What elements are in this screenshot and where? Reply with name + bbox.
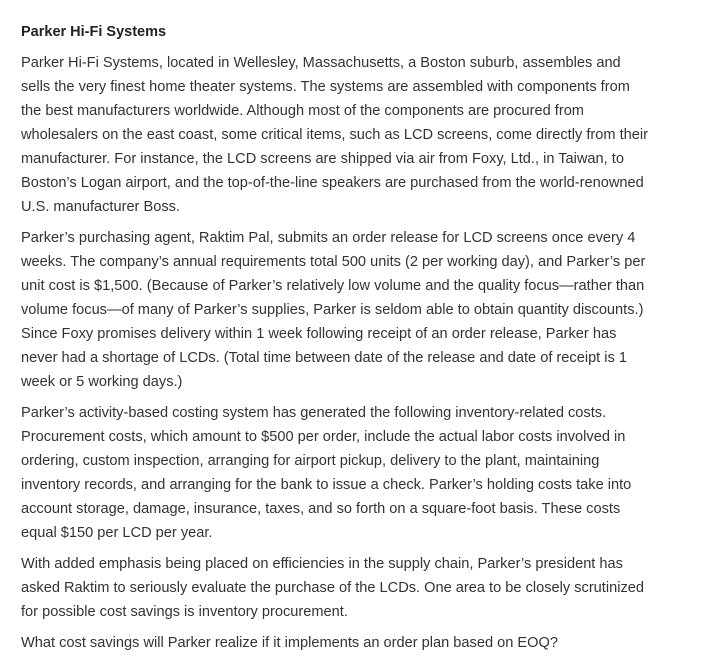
question-line: What cost savings will Parker realize if it implements an order plan based on EOQ? xyxy=(21,635,558,651)
text-line: weeks. The company’s annual requirements total 500 units (2 per working day), and Parker’s per xyxy=(21,254,646,270)
document-title: Parker Hi-Fi Systems xyxy=(21,24,167,40)
text-line: week or 5 working days.) xyxy=(21,374,183,390)
text-line: Procurement costs, which amount to $500 per order, include the actual labor costs involved in xyxy=(21,429,626,445)
paragraph-emphasis xyxy=(21,552,693,624)
text-line: unit cost is $1,500. (Because of Parker’s relatively low volume and the quality focus—rather than xyxy=(21,278,645,294)
text-line: wholesalers on the east coast, some critical items, such as LCD screens, come directly from their xyxy=(21,127,648,143)
text-line: Since Foxy promises delivery within 1 week following receipt of an order release, Parker has xyxy=(21,326,617,342)
text-line: Parker’s activity-based costing system has generated the following inventory-related costs. xyxy=(21,405,607,421)
text-line: inventory records, and arranging for the bank to issue a check. Parker’s holding costs take into xyxy=(21,477,632,493)
text-line: sells the very finest home theater systems. The systems are assembled with components from xyxy=(21,79,630,95)
text-line: asked Raktim to seriously evaluate the purchase of the LCDs. One area to be closely scrutinized xyxy=(21,580,644,596)
text-line: With added emphasis being placed on efficiencies in the supply chain, Parker’s president has xyxy=(21,556,623,572)
paragraph-question xyxy=(21,631,693,655)
paragraph-intro xyxy=(21,51,693,219)
text-line: equal $150 per LCD per year. xyxy=(21,525,213,541)
text-line: the best manufacturers worldwide. Although most of the components are procured from xyxy=(21,103,584,119)
text-line: for possible cost savings is inventory procurement. xyxy=(21,604,348,620)
text-line: account storage, damage, insurance, taxes, and so forth on a square-foot basis. These costs xyxy=(21,501,621,517)
text-line: Parker’s purchasing agent, Raktim Pal, submits an order release for LCD screens once every 4 xyxy=(21,230,636,246)
document-body xyxy=(21,22,693,662)
text-line: U.S. manufacturer Boss. xyxy=(21,199,180,215)
text-line: Parker Hi-Fi Systems, located in Wellesley, Massachusetts, a Boston suburb, assembles and xyxy=(21,55,621,71)
text-line: manufacturer. For instance, the LCD screens are shipped via air from Foxy, Ltd., in Taiwan, to xyxy=(21,151,624,167)
paragraph-purchasing xyxy=(21,226,693,394)
text-line: volume focus—of many of Parker’s supplies, Parker is seldom able to obtain quantity discounts.) xyxy=(21,302,644,318)
text-line: Boston’s Logan airport, and the top-of-the-line speakers are purchased from the world-renowned xyxy=(21,175,644,191)
text-line: ordering, custom inspection, arranging for airport pickup, delivery to the plant, maintaining xyxy=(21,453,600,469)
paragraph-costs xyxy=(21,401,693,545)
text-line: never had a shortage of LCDs. (Total time between date of the release and date of receipt is 1 xyxy=(21,350,628,366)
